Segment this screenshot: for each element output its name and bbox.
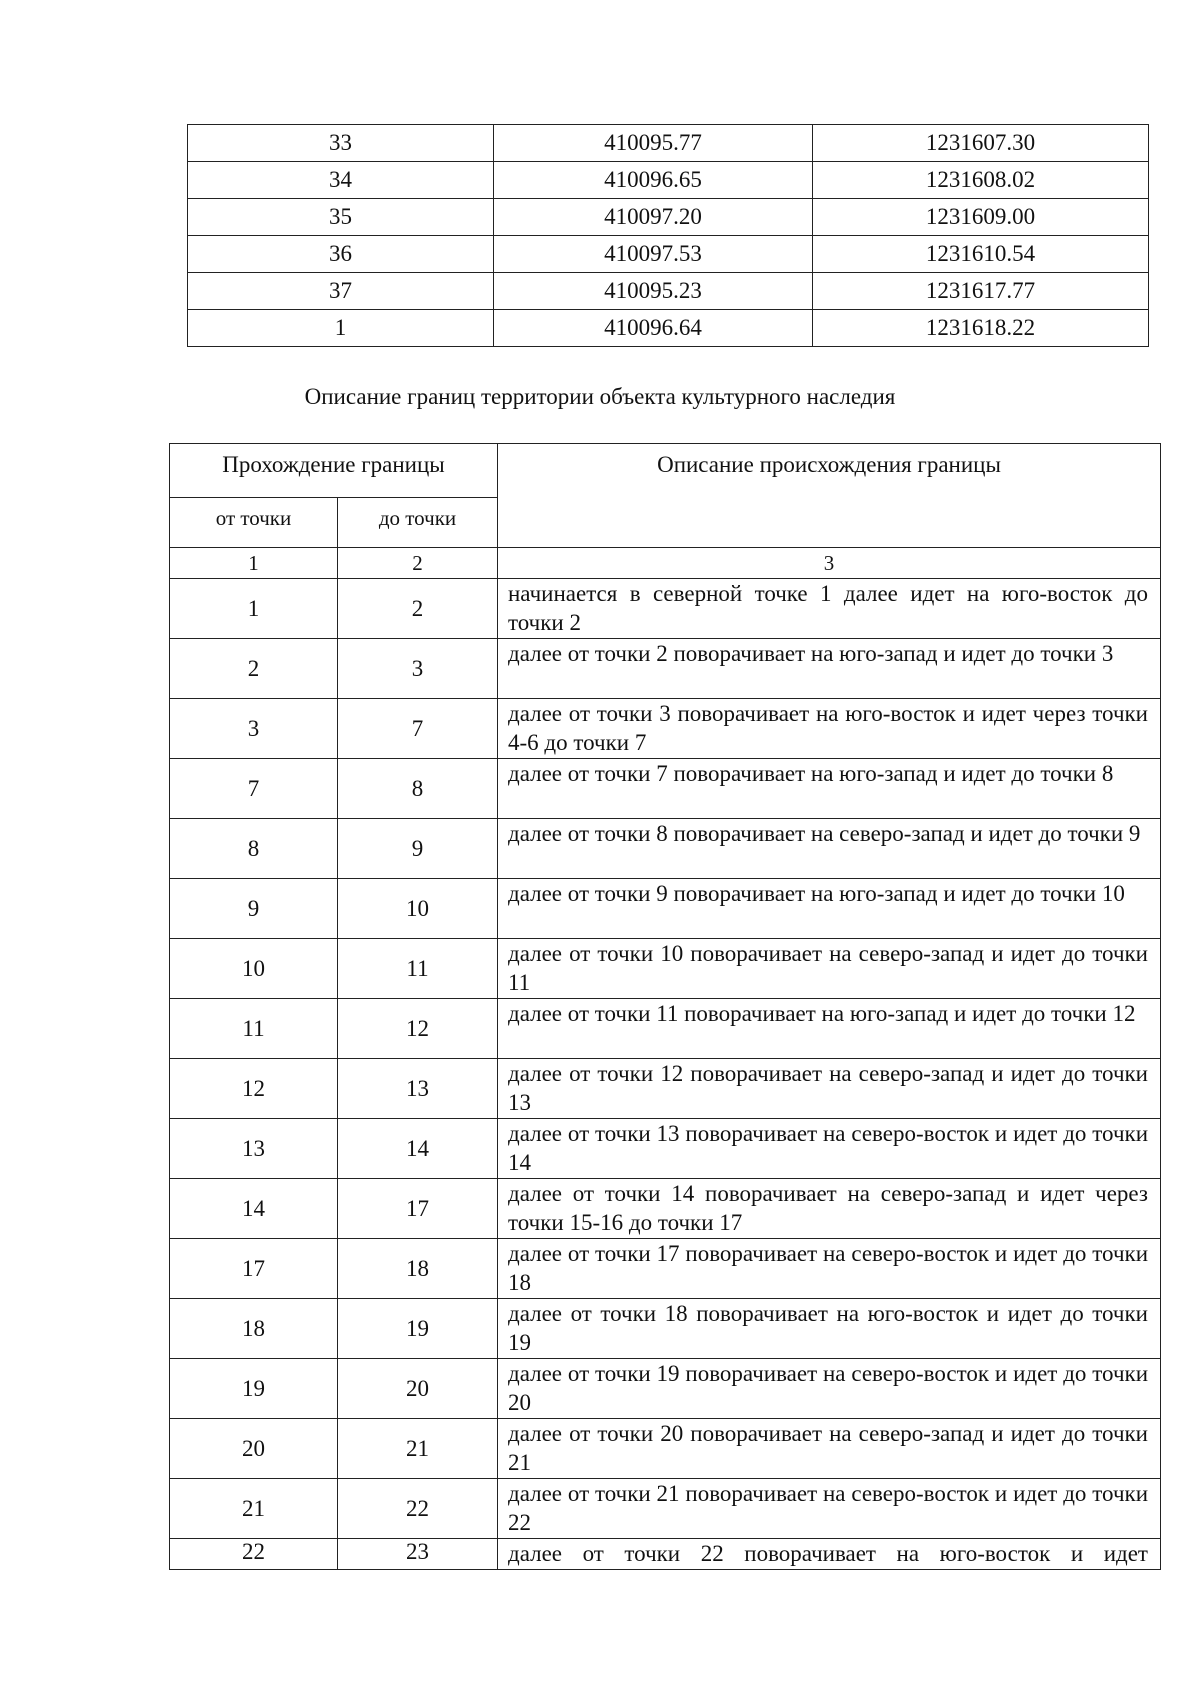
table-row [170, 1359, 1161, 1419]
y-coordinate: 1231610.54 [813, 236, 1149, 273]
x-coordinate: 410096.65 [494, 162, 813, 199]
header-description: Описание происхождения границы [498, 444, 1161, 548]
from-point: 20 [170, 1419, 338, 1479]
to-point: 22 [338, 1479, 498, 1539]
from-point: 1 [170, 579, 338, 639]
boundary-description: далее от точки 9 поворачивает на юго-запад и идет до точки 10 [498, 879, 1161, 939]
y-coordinate: 1231607.30 [813, 125, 1149, 162]
boundary-heading: Описание границ территории объекта культурного наследия [304, 384, 896, 409]
table-row [170, 939, 1161, 999]
table-row [170, 1059, 1161, 1119]
table-row [170, 1179, 1161, 1239]
table-row [170, 999, 1161, 1059]
to-point: 13 [338, 1059, 498, 1119]
point-number: 36 [188, 236, 494, 273]
boundary-description: далее от точки 7 поворачивает на юго-запад и идет до точки 8 [498, 759, 1161, 819]
boundary-description: далее от точки 14 поворачивает на северо-запад и идет через точки 15-16 до точки 17 [498, 1179, 1161, 1239]
table-row [170, 1539, 1161, 1570]
column-number: 2 [338, 548, 498, 579]
boundary-description: начинается в северной точке 1 далее идет на юго-восток до точки 2 [498, 579, 1161, 639]
boundary-description: далее от точки 21 поворачивает на северо-восток и идет до точки 22 [498, 1479, 1161, 1539]
boundary-description: далее от точки 2 поворачивает на юго-запад и идет до точки 3 [498, 639, 1161, 699]
to-point: 19 [338, 1299, 498, 1359]
boundary-description: далее от точки 18 поворачивает на юго-восток и идет до точки 19 [498, 1299, 1161, 1359]
table-row [188, 273, 1149, 310]
table-row [170, 1479, 1161, 1539]
from-point: 12 [170, 1059, 338, 1119]
y-coordinate: 1231609.00 [813, 199, 1149, 236]
header-to: до точки [338, 498, 498, 548]
boundary-description: далее от точки 13 поворачивает на северо-восток и идет до точки 14 [498, 1119, 1161, 1179]
from-point: 2 [170, 639, 338, 699]
x-coordinate: 410095.77 [494, 125, 813, 162]
to-point: 18 [338, 1239, 498, 1299]
boundary-description: далее от точки 8 поворачивает на северо-запад и идет до точки 9 [498, 819, 1161, 879]
table-row [170, 579, 1161, 639]
table-row [188, 125, 1149, 162]
boundary-description: далее от точки 11 поворачивает на юго-запад и идет до точки 12 [498, 999, 1161, 1059]
point-number: 33 [188, 125, 494, 162]
boundary-description: далее от точки 17 поворачивает на северо-восток и идет до точки 18 [498, 1239, 1161, 1299]
from-point: 11 [170, 999, 338, 1059]
to-point: 17 [338, 1179, 498, 1239]
to-point: 10 [338, 879, 498, 939]
from-point: 14 [170, 1179, 338, 1239]
to-point: 3 [338, 639, 498, 699]
from-point: 19 [170, 1359, 338, 1419]
y-coordinate: 1231618.22 [813, 310, 1149, 347]
x-coordinate: 410097.20 [494, 199, 813, 236]
from-point: 9 [170, 879, 338, 939]
y-coordinate: 1231617.77 [813, 273, 1149, 310]
boundary-description: далее от точки 12 поворачивает на северо-запад и идет до точки 13 [498, 1059, 1161, 1119]
header-passage: Прохождение границы [170, 444, 498, 498]
from-point: 8 [170, 819, 338, 879]
to-point: 12 [338, 999, 498, 1059]
to-point: 14 [338, 1119, 498, 1179]
point-number: 34 [188, 162, 494, 199]
table-row [188, 310, 1149, 347]
boundary-description: далее от точки 22 поворачивает на юго-восток и идет [498, 1539, 1161, 1570]
coordinates-table-body [188, 125, 1149, 347]
table-row [170, 639, 1161, 699]
point-number: 37 [188, 273, 494, 310]
boundary-table-body [170, 579, 1161, 1539]
from-point: 10 [170, 939, 338, 999]
table-row [170, 879, 1161, 939]
table-row [170, 1419, 1161, 1479]
boundary-description: далее от точки 3 поворачивает на юго-восток и идет через точки 4-6 до точки 7 [498, 699, 1161, 759]
boundary-table-header [170, 444, 1161, 579]
to-point: 2 [338, 579, 498, 639]
table-row [188, 199, 1149, 236]
table-row [188, 236, 1149, 273]
from-point: 18 [170, 1299, 338, 1359]
x-coordinate: 410095.23 [494, 273, 813, 310]
to-point: 11 [338, 939, 498, 999]
boundary-description: далее от точки 10 поворачивает на северо-запад и идет до точки 11 [498, 939, 1161, 999]
to-point: 9 [338, 819, 498, 879]
y-coordinate: 1231608.02 [813, 162, 1149, 199]
table-row [170, 699, 1161, 759]
to-point: 7 [338, 699, 498, 759]
table-row [170, 1239, 1161, 1299]
point-number: 1 [188, 310, 494, 347]
table-row [170, 1119, 1161, 1179]
point-number: 35 [188, 199, 494, 236]
boundary-description: далее от точки 20 поворачивает на северо-запад и идет до точки 21 [498, 1419, 1161, 1479]
x-coordinate: 410096.64 [494, 310, 813, 347]
table-row [188, 162, 1149, 199]
from-point: 13 [170, 1119, 338, 1179]
table-row [170, 1299, 1161, 1359]
to-point: 20 [338, 1359, 498, 1419]
boundary-table [169, 443, 1161, 1570]
from-point: 22 [170, 1539, 338, 1570]
column-number: 1 [170, 548, 338, 579]
column-number: 3 [498, 548, 1161, 579]
table-row [170, 759, 1161, 819]
header-from: от точки [170, 498, 338, 548]
coordinates-table [187, 124, 1149, 347]
from-point: 21 [170, 1479, 338, 1539]
from-point: 17 [170, 1239, 338, 1299]
to-point: 23 [338, 1539, 498, 1570]
to-point: 8 [338, 759, 498, 819]
boundary-table-last [170, 1539, 1161, 1570]
from-point: 7 [170, 759, 338, 819]
x-coordinate: 410097.53 [494, 236, 813, 273]
to-point: 21 [338, 1419, 498, 1479]
from-point: 3 [170, 699, 338, 759]
table-row [170, 819, 1161, 879]
boundary-description: далее от точки 19 поворачивает на северо-восток и идет до точки 20 [498, 1359, 1161, 1419]
